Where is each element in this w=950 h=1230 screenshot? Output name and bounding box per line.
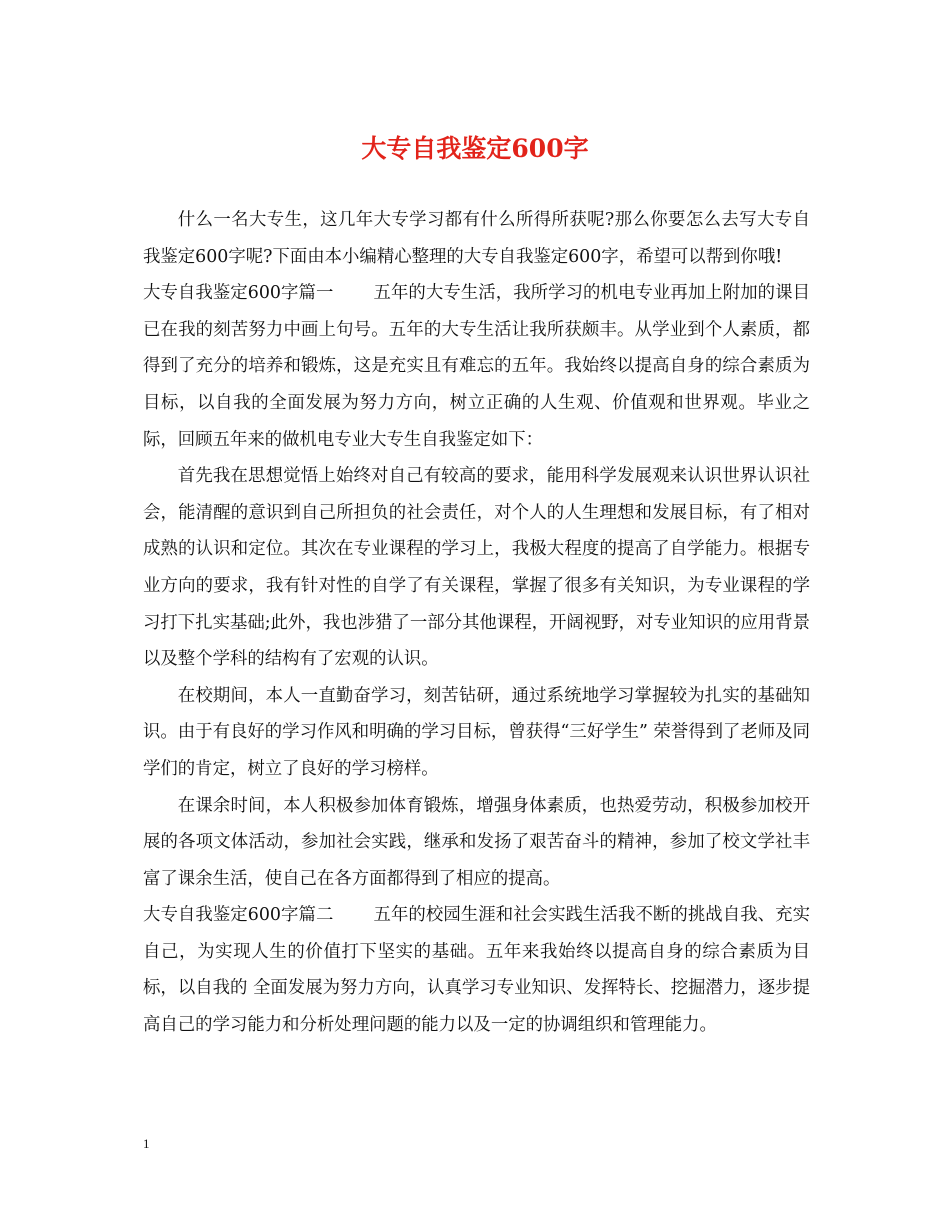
section-two-text: 五年的校园生涯和社会实践生活我不断的挑战自我、充实自己，为实现人生的价值打下坚实的基础。五年来我始终以提高自身的综合素质为目标，以自我的 全面发展为努力方向，认真学习专业知识、发挥特长、挖掘潜力，逐步提高自己的学习能力和分析处理问题的能力以及一定的协调组织和管理能力。 (143, 905, 810, 1036)
intro-paragraph: 什么一名大专生，这几年大专学习都有什么所得所获呢?那么你要怎么去写大专自我鉴定600字呢?下面由本小编精心整理的大专自我鉴定600字，希望可以帮到你哦! (143, 210, 810, 267)
section-two-label: 大专自我鉴定600字篇二 (143, 905, 334, 926)
paragraph-spare-time: 在课余时间，本人积极参加体育锻炼，增强身体素质，也热爱劳动，积极参加校开展的各项文体活动，参加社会实践，继承和发扬了艰苦奋斗的精神，参加了校文学社丰富了课余生活，使自己在各方面都得到了相应的提高。 (143, 795, 810, 889)
document-body (143, 202, 810, 1044)
section-one-text: 五年的大专生活，我所学习的机电专业再加上附加的课目已在我的刻苦努力中画上句号。五年的大专生活让我所获颇丰。从学业到个人素质，都得到了充分的培养和锻炼，这是充实且有难忘的五年。我始终以提高自身的综合素质为目标，以自我的全面发展为努力方向，树立正确的人生观、价值观和世界观。毕业之际，回顾五年来的做机电专业大专生自我鉴定如下： (143, 283, 810, 450)
paragraph-school-period: 在校期间，本人一直勤奋学习，刻苦钻研，通过系统地学习掌握较为扎实的基础知识。由于有良好的学习作风和明确的学习目标，曾获得“三好学生” 荣誉得到了老师及同学们的肯定，树立了良好的学习榜样。 (143, 685, 810, 779)
section-one-paragraph (143, 275, 810, 458)
document-title: 大专自我鉴定600字 (361, 134, 589, 163)
section-two-paragraph (143, 897, 810, 1043)
section-one-label: 大专自我鉴定600字篇一 (143, 283, 334, 304)
paragraph-thought-study: 首先我在思想觉悟上始终对自己有较高的要求，能用科学发展观来认识世界认识社会，能清醒的意识到自己所担负的社会责任，对个人的人生理想和发展目标，有了相对成熟的认识和定位。其次在专业课程的学习上，我极大程度的提高了自学能力。根据专业方向的要求，我有针对性的自学了有关课程，掌握了很多有关知识，为专业课程的学习打下扎实基础;此外，我也涉猎了一部分其他课程，开阔视野，对专业知识的应用背景以及整个学科的结构有了宏观的认识。 (143, 466, 810, 670)
page-number: 1 (143, 1136, 150, 1151)
